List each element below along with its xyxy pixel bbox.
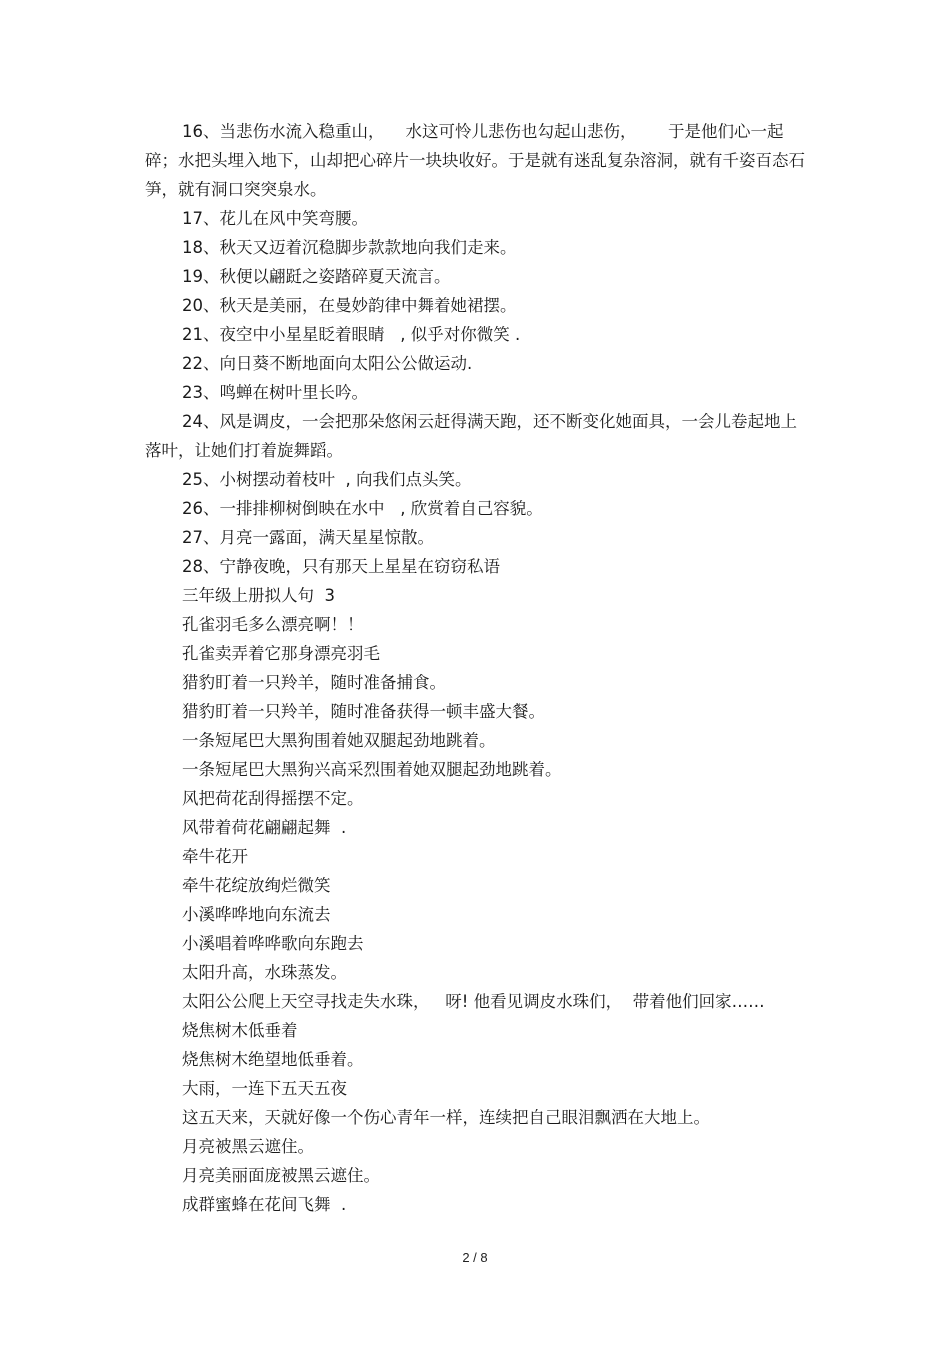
numbered-sentence-16: 16、当悲伤水流入稳重山， 水这可怜儿悲伤也勾起山悲伤， 于是他们心一起碎；水把头埋入地下，山却把心碎片一块块收好。于是就有迷乱复杂溶洞，就有千姿百态石笋，就有洞口突突泉水。 xyxy=(145,122,805,199)
numbered-sentence-27: 27、月亮一露面，满天星星惊散。 xyxy=(182,528,434,547)
numbered-sentence-25: 25、小树摆动着枝叶 , 向我们点头笑。 xyxy=(182,470,472,489)
sentence: 成群蜜蜂在花间飞舞 . xyxy=(182,1195,347,1214)
sentence: 一条短尾巴大黑狗兴高采烈围着她双腿起劲地跳着。 xyxy=(182,760,562,779)
sentence: 风把荷花刮得摇摆不定。 xyxy=(182,789,364,808)
sentence: 牵牛花开 xyxy=(182,847,248,866)
numbered-sentence-24: 24、风是调皮，一会把那朵悠闲云赶得满天跑，还不断变化她面具，一会儿卷起地上落叶，让她们打着旋舞蹈。 xyxy=(145,412,797,460)
numbered-sentence-22: 22、向日葵不断地面向太阳公公做运动. xyxy=(182,354,473,373)
numbered-sentence-28: 28、宁静夜晚，只有那天上星星在窃窃私语 xyxy=(182,557,500,576)
sentence: 风带着荷花翩翩起舞 . xyxy=(182,818,347,837)
sentence: 月亮被黑云遮住。 xyxy=(182,1137,314,1156)
sentence: 小溪哗哗地向东流去 xyxy=(182,905,331,924)
numbered-sentence-18: 18、秋天又迈着沉稳脚步款款地向我们走来。 xyxy=(182,238,517,257)
sentence: 烧焦树木低垂着 xyxy=(182,1021,298,1040)
sentence: 大雨，一连下五天五夜 xyxy=(182,1079,347,1098)
section-heading: 三年级上册拟人句 3 xyxy=(182,586,335,605)
sentence: 一条短尾巴大黑狗围着她双腿起劲地跳着。 xyxy=(182,731,496,750)
document-body xyxy=(145,117,810,1219)
page-number: 2 / 8 xyxy=(462,1250,488,1265)
sentence: 牵牛花绽放绚烂微笑 xyxy=(182,876,331,895)
numbered-sentence-19: 19、秋便以翩跹之姿踏碎夏天流言。 xyxy=(182,267,451,286)
sentence: 太阳升高，水珠蒸发。 xyxy=(182,963,347,982)
numbered-sentence-17: 17、花儿在风中笑弯腰。 xyxy=(182,209,368,228)
numbered-sentence-26: 26、一排排柳树倒映在水中 , 欣赏着自己容貌。 xyxy=(182,499,543,518)
sentence: 烧焦树木绝望地低垂着。 xyxy=(182,1050,364,1069)
sentence: 猎豹盯着一只羚羊，随时准备捕食。 xyxy=(182,673,446,692)
sentence: 猎豹盯着一只羚羊，随时准备获得一顿丰盛大餐。 xyxy=(182,702,545,721)
sentence: 这五天来，天就好像一个伤心青年一样，连续把自己眼泪飘洒在大地上。 xyxy=(182,1108,710,1127)
numbered-sentence-20: 20、秋天是美丽，在曼妙韵律中舞着她裙摆。 xyxy=(182,296,517,315)
numbered-sentence-23: 23、鸣蝉在树叶里长吟。 xyxy=(182,383,368,402)
sentence: 孔雀羽毛多么漂亮啊！！ xyxy=(182,615,364,634)
numbered-sentence-21: 21、夜空中小星星眨着眼睛 , 似乎对你微笑 . xyxy=(182,325,521,344)
sentence: 月亮美丽面庞被黑云遮住。 xyxy=(182,1166,380,1185)
sentence: 孔雀卖弄着它那身漂亮羽毛 xyxy=(182,644,380,663)
sentence: 太阳公公爬上天空寻找走失水珠， 呀! 他看见调皮水珠们， 带着他们回家…… xyxy=(182,992,765,1011)
sentence: 小溪唱着哗哗歌向东跑去 xyxy=(182,934,364,953)
